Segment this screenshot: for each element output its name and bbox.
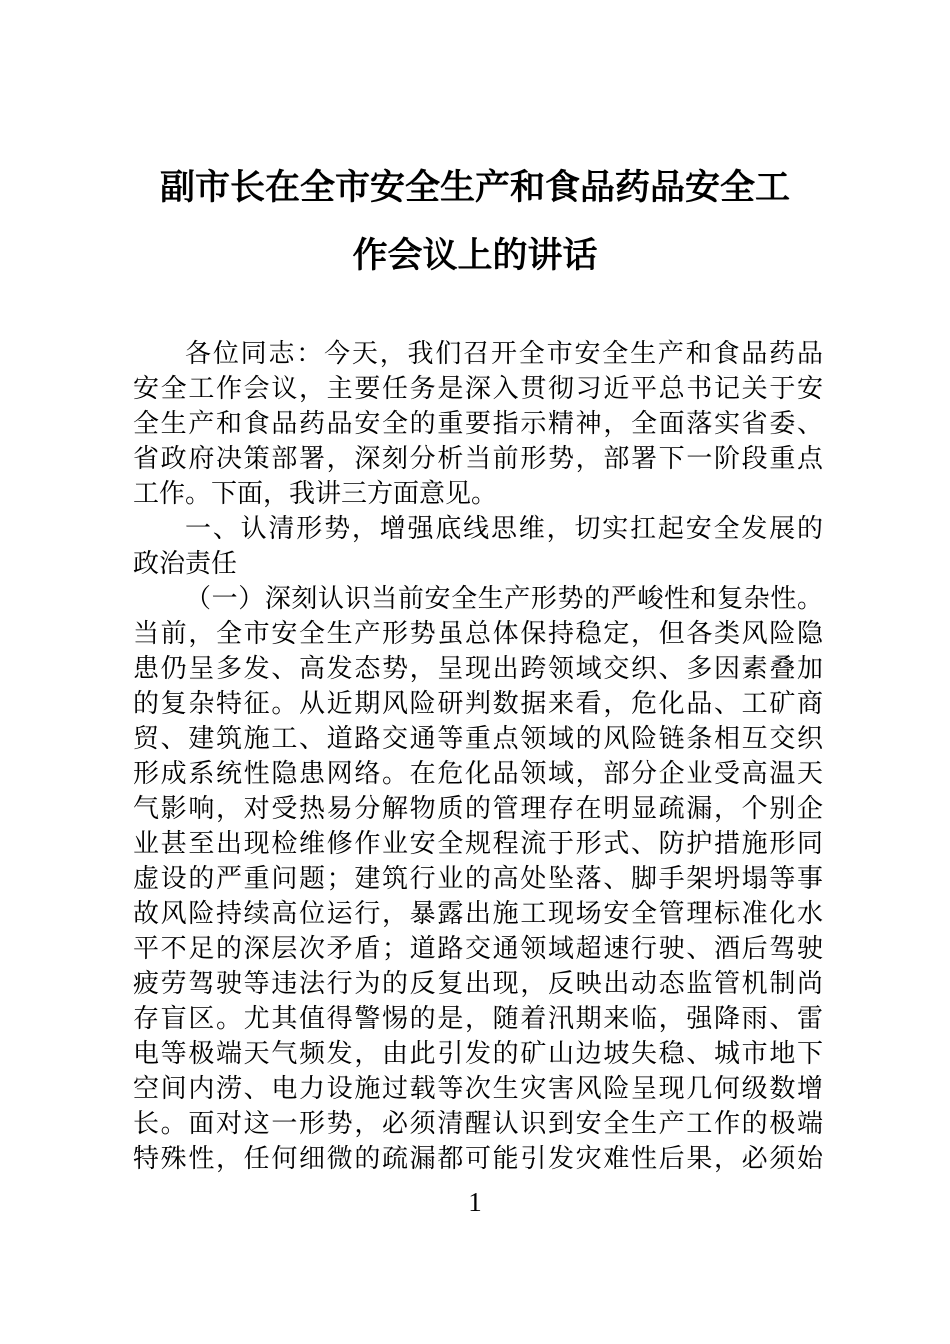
page-footer xyxy=(0,1185,950,1220)
body-paragraph-line: 存盲区。尤其值得警惕的是，随着汛期来临，强降雨、雷 xyxy=(133,1003,823,1033)
document-body xyxy=(133,336,823,1176)
body-paragraph-line: 故风险持续高位运行，暴露出施工现场安全管理标准化水 xyxy=(133,898,823,928)
body-paragraph-line: 电等极端天气频发，由此引发的矿山边坡失稳、城市地下 xyxy=(133,1038,823,1068)
body-paragraph-line: 平不足的深层次矛盾；道路交通领域超速行驶、酒后驾驶 xyxy=(133,933,823,963)
opening-paragraph-line: 全生产和食品药品安全的重要指示精神，全面落实省委、 xyxy=(133,408,823,438)
body-paragraph-line: 患仍呈多发、高发态势，呈现出跨领域交织、多因素叠加 xyxy=(133,653,823,683)
body-paragraph-line: 业甚至出现检维修作业安全规程流于形式、防护措施形同 xyxy=(133,828,823,858)
body-paragraph-line: 贸、建筑施工、道路交通等重点领域的风险链条相互交织 xyxy=(133,723,823,753)
opening-paragraph-line: 省政府决策部署，深刻分析当前形势，部署下一阶段重点 xyxy=(133,443,823,473)
body-paragraph-line: 的复杂特征。从近期风险研判数据来看，危化品、工矿商 xyxy=(133,688,823,718)
title-line-1: 副市长在全市安全生产和食品药品安全工 xyxy=(159,168,790,207)
section-heading-line: 政治责任 xyxy=(133,548,238,578)
title-line-2: 作会议上的讲话 xyxy=(352,236,598,275)
body-paragraph-line: 当前，全市安全生产形势虽总体保持稳定，但各类风险隐 xyxy=(133,618,823,648)
opening-paragraph-line: 各位同志：今天，我们召开全市安全生产和食品药品 xyxy=(185,338,823,368)
section-heading-line: 一、认清形势，增强底线思维，切实扛起安全发展的 xyxy=(185,513,823,543)
body-paragraph-line: （一）深刻认识当前安全生产形势的严峻性和复杂性。 xyxy=(185,583,823,613)
document-title xyxy=(0,0,950,290)
body-paragraph-line: 气影响，对受热易分解物质的管理存在明显疏漏，个别企 xyxy=(133,793,823,823)
body-paragraph-line: 长。面对这一形势，必须清醒认识到安全生产工作的极端 xyxy=(133,1108,823,1138)
body-paragraph-line: 虚设的严重问题；建筑行业的高处坠落、脚手架坍塌等事 xyxy=(133,863,823,893)
body-paragraph-line: 疲劳驾驶等违法行为的反复出现，反映出动态监管机制尚 xyxy=(133,968,823,998)
body-paragraph-line: 特殊性，任何细微的疏漏都可能引发灾难性后果，必须始 xyxy=(133,1143,823,1173)
body-paragraph-line: 空间内涝、电力设施过载等次生灾害风险呈现几何级数增 xyxy=(133,1073,823,1103)
opening-paragraph-line: 安全工作会议，主要任务是深入贯彻习近平总书记关于安 xyxy=(133,373,823,403)
body-paragraph-line: 形成系统性隐患网络。在危化品领域，部分企业受高温天 xyxy=(133,758,823,788)
page-number: 1 xyxy=(468,1187,482,1217)
opening-paragraph-line: 工作。下面，我讲三方面意见。 xyxy=(133,478,498,508)
